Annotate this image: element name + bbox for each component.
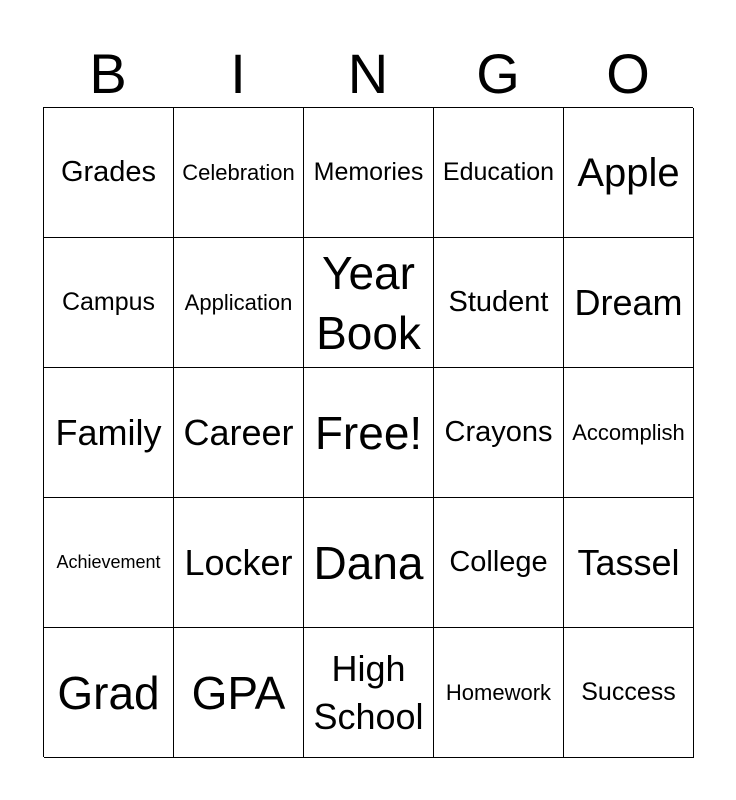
cell-text: Free! [314,406,423,459]
bingo-cell[interactable] [304,498,434,628]
header-letter-n: N [347,42,389,105]
bingo-cell[interactable] [304,108,434,238]
cell-text: Campus [61,288,156,316]
cell-text: Grades [60,156,157,188]
bingo-cell[interactable] [564,238,694,368]
bingo-cell[interactable] [434,238,564,368]
bingo-cell[interactable] [564,108,694,238]
cell-text: Family [55,411,162,453]
bingo-cell[interactable] [174,108,304,238]
bingo-cell[interactable] [434,628,564,758]
cell-text: Accomplish [572,419,685,445]
bingo-cell[interactable] [44,238,174,368]
header-letter-g: G [476,42,520,105]
cell-text: Education [442,158,555,186]
bingo-cell[interactable] [44,628,174,758]
bingo-cell[interactable] [174,498,304,628]
bingo-cell[interactable] [434,498,564,628]
header-letter-b: B [89,42,127,105]
bingo-cell[interactable] [564,628,694,758]
cell-text: College [449,546,548,578]
bingo-cell[interactable] [44,368,174,498]
bingo-cell[interactable] [174,238,304,368]
cell-text: Homework [445,679,552,705]
cell-text: Crayons [444,416,553,448]
cell-text: GPA [191,666,286,719]
cell-text: Celebration [182,159,295,185]
bingo-cell[interactable] [174,368,304,498]
bingo-cell[interactable] [564,368,694,498]
bingo-cell[interactable] [44,108,174,238]
cell-text: Dana [313,536,424,589]
cell-text: Tassel [577,541,680,583]
cell-text: Year Book [316,246,421,359]
bingo-cell[interactable] [434,368,564,498]
bingo-cell[interactable] [304,238,434,368]
header-letter-i: I [230,42,246,105]
bingo-cell[interactable] [304,628,434,758]
cell-text: Application [184,289,293,315]
bingo-cell[interactable] [564,498,694,628]
cell-text: Locker [184,541,293,583]
free-space-cell[interactable] [304,368,434,498]
bingo-cell[interactable] [174,628,304,758]
cell-text: Dream [574,281,683,323]
cell-text: Apple [577,150,680,195]
bingo-cell[interactable] [434,108,564,238]
header-letter-o: O [606,42,650,105]
cell-text: Memories [313,158,424,186]
cell-text: Achievement [56,552,161,572]
bingo-board [43,107,693,757]
cell-text: Career [183,411,294,453]
bingo-cell[interactable] [44,498,174,628]
cell-text: Student [448,286,549,318]
cell-text: Grad [57,666,160,719]
cell-text: Success [581,678,676,706]
cell-text: High School [313,647,424,737]
bingo-header [43,40,693,108]
